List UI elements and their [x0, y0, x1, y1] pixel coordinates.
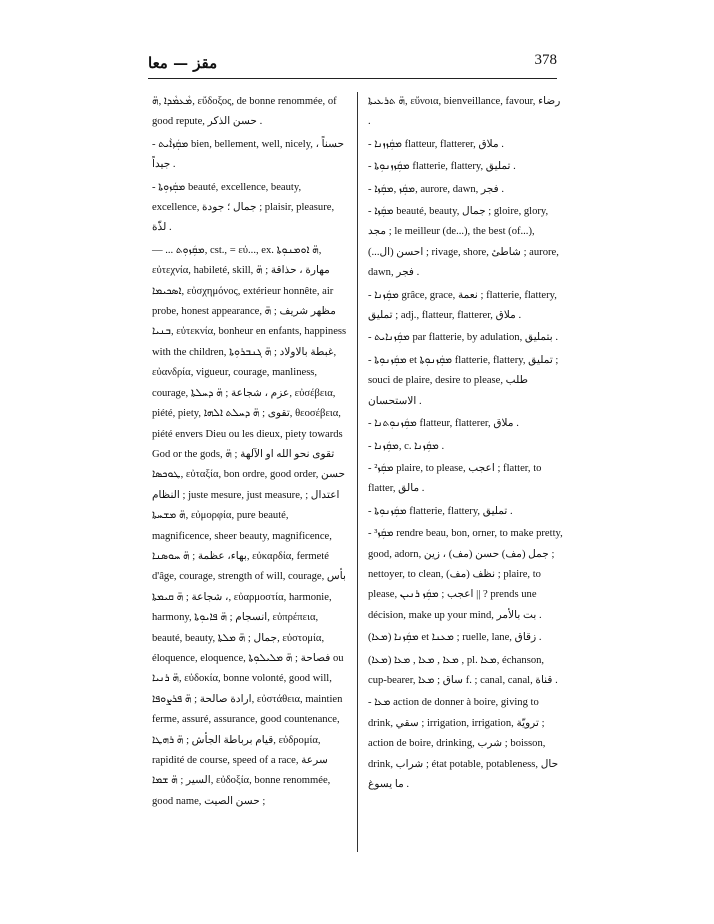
dictionary-entry: - ܡܩܲܙ ,ܡܩܲܙܐ, aurore, dawn, فجر . — [368, 183, 504, 195]
dictionary-entry: ܡܵܥܡܵܕܐ ,ܗ̈, εὔδοξος, de bonne renommée, of good repute, حسن الذكر . — [152, 96, 337, 128]
column-divider — [357, 92, 358, 852]
right-column — [368, 92, 563, 797]
running-head: مقز — معا — [148, 54, 218, 72]
dictionary-entry: - ܡܩܲܙܢܘܼܬܐ et ܡܩܲܙܢܘܼܬܐ flatterie, flattery, تمليق ; souci de plaire, desire to please, طلب الاستحسان . — [368, 354, 559, 407]
page-number: 378 — [534, 52, 557, 68]
dictionary-entry: - ܡܩܲܙܐ beauté, beauty, جمال ; gloire, glory, مجد ; le meilleur (de...), the best (of...), احسن (ال...) ; rivage, shore, شاطئ ; aurore, dawn, فجر . — [368, 206, 559, 279]
dictionary-entry: - ܡܩܲܙܢܐ grâce, grace, نعمة ; flatterie, flattery, تمليق ; adj., flatteur, flatterer, ملاق . — [368, 289, 557, 322]
dictionary-entry: - ܡܩܲܙܐܵܝܬ bien, bellement, well, nicely, حسناً ، جيداً . — [152, 138, 345, 171]
dictionary-entry: - ܡܩܲܙܙܢܐ flatteur, flatterer, ملاق . — [368, 138, 504, 150]
dictionary-entry: ܗ̈ ܬܪܥܝܬܐ, εὔνοια, bienveillance, favour, رضاء . — [368, 96, 561, 128]
dictionary-entry: - ܡܩܲܙܢܐ, c. ܡܩܲܙܢܐ . — [368, 440, 445, 452]
dictionary-entry: (ܡܥܐ) ܡܩܲܙܢܐ et ܡܥܢܐ ; ruelle, lane, زقاق . — [368, 632, 542, 644]
dictionary-entry: (ܡܥܐ) ܡܥܐ , ܡܥܐ , ܡܥܐ , pl. ܡܥܐ, échanson, cup-bearer, ساق ; ܡܥܐ f. ; canal, canal, قناة . — [368, 654, 558, 686]
page-header — [148, 52, 557, 74]
dictionary-entry: - ܡܥܐ action de donner à boire, giving to drink, سقي ; irrigation, irrigation, ترويّة ; action de boire, drinking, شرب ; boisson, drink, شراب ; état potable, potableness, حال ما يسوغ . — [368, 697, 559, 790]
dictionary-entry: - ܡܩܲܙ³ rendre beau, bon, orner, to make pretty, good, adorn, جمل (مف) حسن (مف) ، زين ; nettoyer, to clean, نظف (مف) ; plaire, to please, اعجب ; ܡܩܲܙ ܪܢܝܢ || ? prends une décision, make up your mind, بت بالأمر . — [368, 528, 563, 621]
dictionary-entry: - ܡܩܲܙܢܐܝܬ par flatterie, by adulation, بتمليق . — [368, 332, 558, 344]
dictionary-entry: — ... ܡܩܲܙܘܼܬ, cst., = εὐ..., ex. ܗ̈ ܐܘܡܢܘܼܬܐ, εὐτεχνία, habileté, skill, مهارة ، حذاقة ; ܗ̈ ܐܣܟܝܡܐ, εὐσχημόνος, extérieur honnête, air probe, honest appearance, مظهر شريف ; ܗ̈ ܒܢܝܐ, εὐτεκνία, bonheur en enfants, happiness with the children, غبطة بالاولاد ; ܗ̈ ܓܢܒܪܘܼܬܐ, εὐανδρία, vigueur, courage, manliness, courage, عزم ، شجاعة ; ܗ̈ ܕܚܠܬܐ, εὐσέβεια, piété, piety, تقوى ; ܗ̈ ܕܚܠܬ ܐܠܗܐ, θεοσέβεια, piété envers Dieu ou les dieux, piety towards God or the gods, تقوى نحو الله او الآلهة ; ܗ̈ ܛܘܟܣܐ, εὐταξία, bon ordre, good order, حسن النظام ; juste mesure, just measure, اعتدال ; ܗ̈ ܡܫܚܬܐ, εὐμορφία, pure beauté, magnificence, sheer beauty, magnificence, بهاء، عظمة ; ܗ̈ ܚܘܣܢܐ, εὐκαρδία, fermeté d'âge, courage, strength of will, courage, بأس ، شجاعة ; ܗ̈ ܩܝܡܬܐ, εὐαρμοστία, harmonie, harmony, انسجام ; ܗ̈ ܦܐܝܘܼܬܐ, εὐπρέπεια, beauté, beauty, جمال ; ܗ̈ ܡܠܬܐ, εὐστομία, éloquence, eloquence, فصاحة ; ܗ̈ ܡܠܝܠܘܼܬܐ ou ܗ̈ ܪܢܝܐ, εὐδοκία, bonne volonté, good will, ارادة صالحة ; ܗ̈ ܦܪܨܘܦܐ, εὐστάθεια, maintien ferme, assuré, assurance, good countenance, قيام برباطة الجأش ; ܗ̈ ܪܗܛܐ, εὐδρομία, rapidité de course, speed of a race, سرعة السير ; ܗ̈ ܫܡܐ, εὐδοξία, bonne renommée, good name, حسن الصيت ; — [152, 244, 347, 807]
dictionary-entry: - ܡܩܲܙܘܼܬܐ beauté, excellence, beauty, excellence, جمال ؛ جودة ; plaisir, pleasure, لذّة . — [152, 181, 335, 234]
dictionary-entry: - ܡܩܲܙܙܢܘܼܬܐ flatterie, flattery, تمليق . — [368, 161, 516, 173]
left-column — [152, 92, 348, 814]
dictionary-entry: - ܡܩܲܙܢܘܼܬܢܐ flatteur, flatterer, ملاق . — [368, 418, 519, 430]
dictionary-entry: - ܡܩܲܙܢܘܼܬܐ flatterie, flattery, تمليق . — [368, 505, 513, 517]
dictionary-entry: - ܡܩܲܙ² plaire, to please, اعجب ; flatter, to flatter, مالق . — [368, 462, 542, 495]
header-rule — [148, 78, 557, 79]
